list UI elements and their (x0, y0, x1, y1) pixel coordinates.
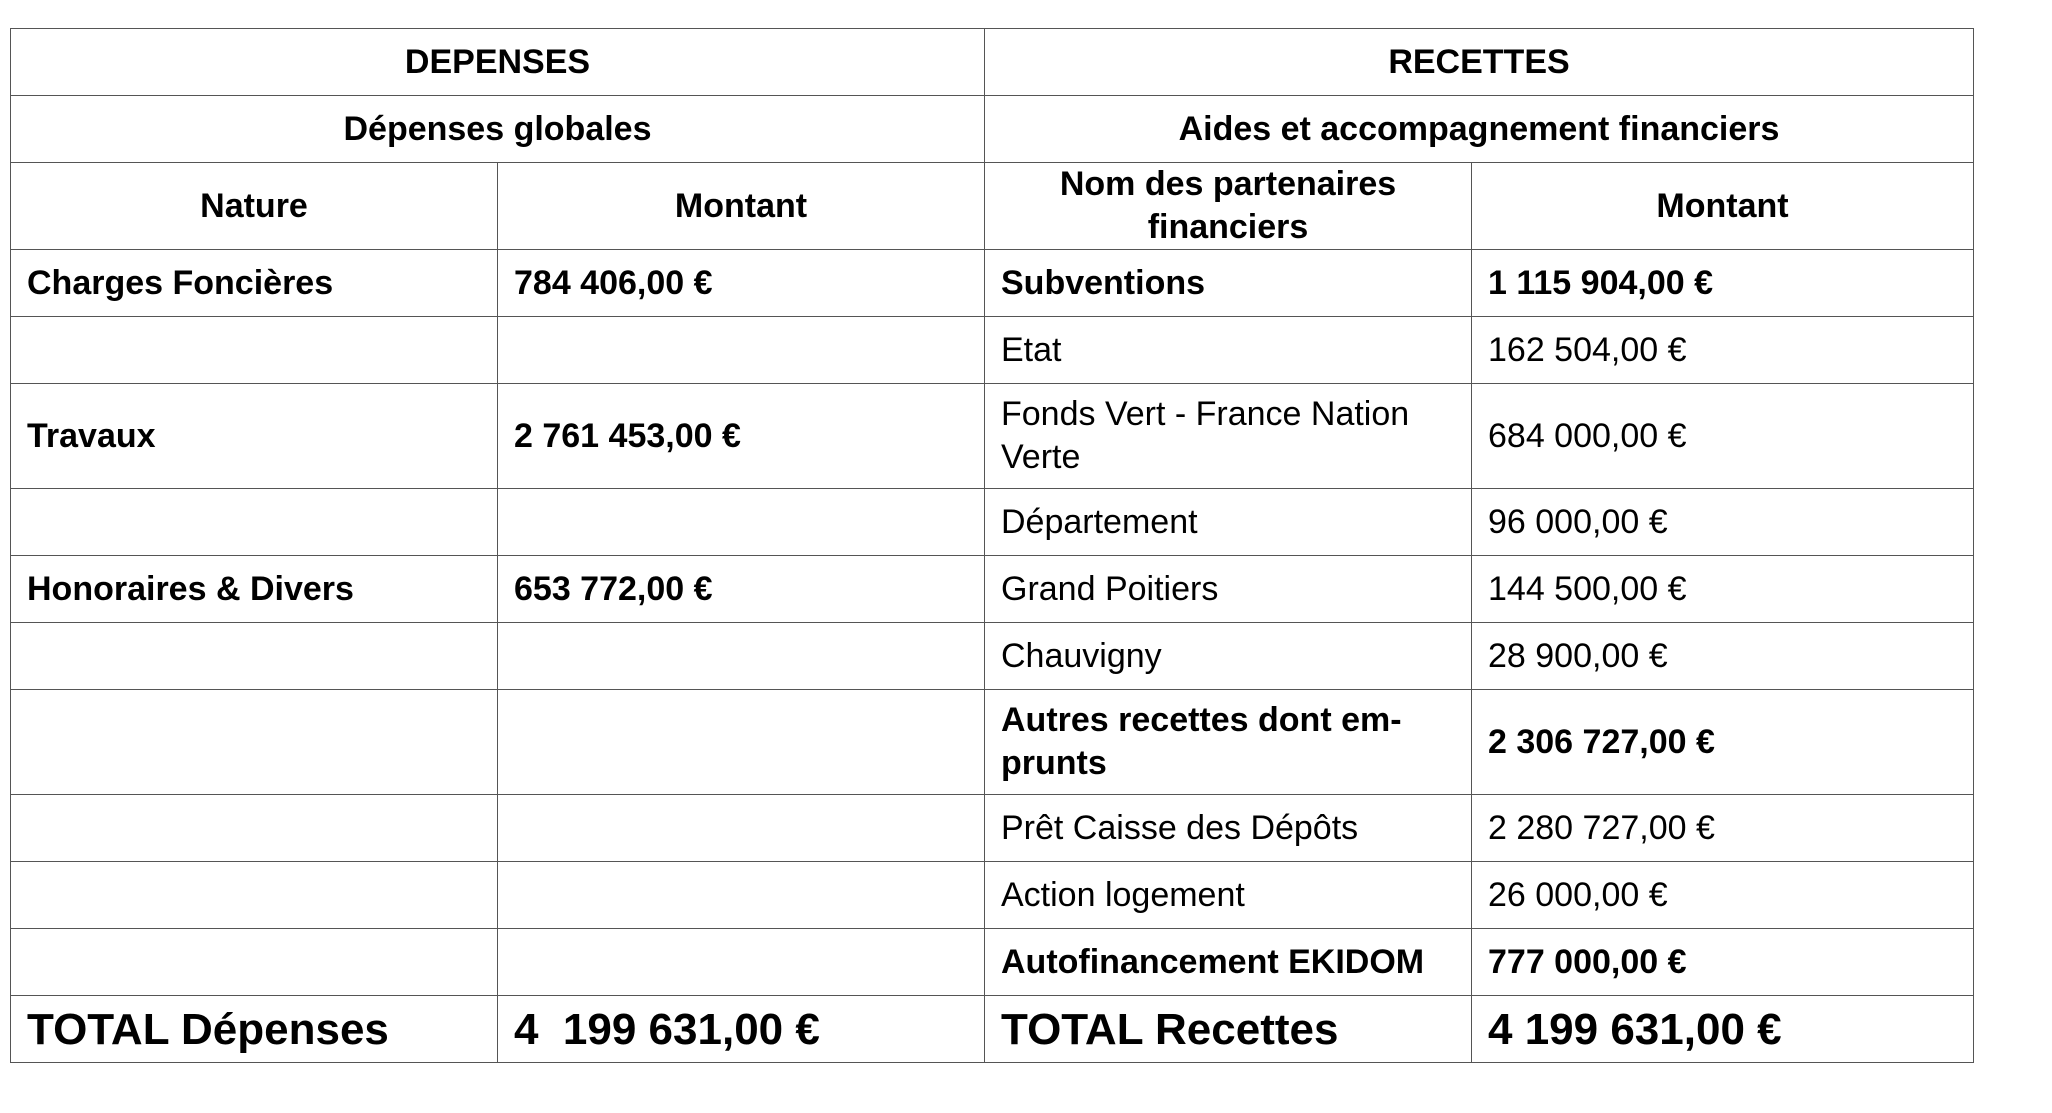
table-row (11, 489, 1974, 556)
col-header-montant-depenses: Montant (498, 163, 985, 250)
recette-montant: 162 504,00 € (1472, 317, 1974, 384)
recettes-title: RECETTES (985, 29, 1974, 96)
total-row (11, 996, 1974, 1063)
recette-name: Autofinancement EKIDOM (985, 929, 1472, 996)
col-header-nature: Nature (11, 163, 498, 250)
depense-montant-empty (498, 690, 985, 795)
table-row (11, 929, 1974, 996)
depense-nature: Honoraires & Divers (11, 556, 498, 623)
depense-nature-empty (11, 489, 498, 556)
table-row (11, 317, 1974, 384)
recette-montant: 2 306 727,00 € (1472, 690, 1974, 795)
column-header-row (11, 163, 1974, 250)
depense-montant-empty (498, 862, 985, 929)
depense-nature-empty (11, 623, 498, 690)
recette-name: Autres recettes dont em-prunts (985, 690, 1472, 795)
depense-montant-empty (498, 795, 985, 862)
recette-montant: 2 280 727,00 € (1472, 795, 1974, 862)
recettes-subtitle: Aides et accompagnement financiers (985, 96, 1974, 163)
recette-montant: 144 500,00 € (1472, 556, 1974, 623)
recette-name: Fonds Vert - France Nation Verte (985, 384, 1472, 489)
recette-name: Prêt Caisse des Dépôts (985, 795, 1472, 862)
depense-nature-empty (11, 690, 498, 795)
recette-name: Etat (985, 317, 1472, 384)
depenses-title: DEPENSES (11, 29, 985, 96)
total-depenses-label: TOTAL Dépenses (11, 996, 498, 1063)
depense-montant-empty (498, 317, 985, 384)
subtitle-row (11, 96, 1974, 163)
recette-montant: 28 900,00 € (1472, 623, 1974, 690)
recette-name: Subventions (985, 250, 1472, 317)
total-recettes-label: TOTAL Recettes (985, 996, 1472, 1063)
depense-nature-empty (11, 929, 498, 996)
depense-montant: 653 772,00 € (498, 556, 985, 623)
table-row (11, 795, 1974, 862)
depense-nature: Charges Foncières (11, 250, 498, 317)
depense-nature-empty (11, 795, 498, 862)
table-row (11, 556, 1974, 623)
recette-montant: 777 000,00 € (1472, 929, 1974, 996)
table-row (11, 250, 1974, 317)
recette-name: Grand Poitiers (985, 556, 1472, 623)
total-depenses-value: 4 199 631,00 € (498, 996, 985, 1063)
total-recettes-value: 4 199 631,00 € (1472, 996, 1974, 1063)
depenses-subtitle: Dépenses globales (11, 96, 985, 163)
table-row (11, 623, 1974, 690)
depense-montant-empty (498, 929, 985, 996)
recette-montant: 684 000,00 € (1472, 384, 1974, 489)
budget-table (10, 28, 1974, 1063)
table-row (11, 690, 1974, 795)
recette-name: Action logement (985, 862, 1472, 929)
col-header-montant-recettes: Montant (1472, 163, 1974, 250)
recette-montant: 96 000,00 € (1472, 489, 1974, 556)
recette-name: Département (985, 489, 1472, 556)
table-row (11, 862, 1974, 929)
depense-montant-empty (498, 623, 985, 690)
depense-montant: 2 761 453,00 € (498, 384, 985, 489)
section-header-row (11, 29, 1974, 96)
depense-nature-empty (11, 862, 498, 929)
depense-nature: Travaux (11, 384, 498, 489)
recette-montant: 1 115 904,00 € (1472, 250, 1974, 317)
table-row (11, 384, 1974, 489)
recette-montant: 26 000,00 € (1472, 862, 1974, 929)
recette-name: Chauvigny (985, 623, 1472, 690)
col-header-partenaires: Nom des partenaires financiers (985, 163, 1472, 250)
depense-montant: 784 406,00 € (498, 250, 985, 317)
depense-nature-empty (11, 317, 498, 384)
depense-montant-empty (498, 489, 985, 556)
